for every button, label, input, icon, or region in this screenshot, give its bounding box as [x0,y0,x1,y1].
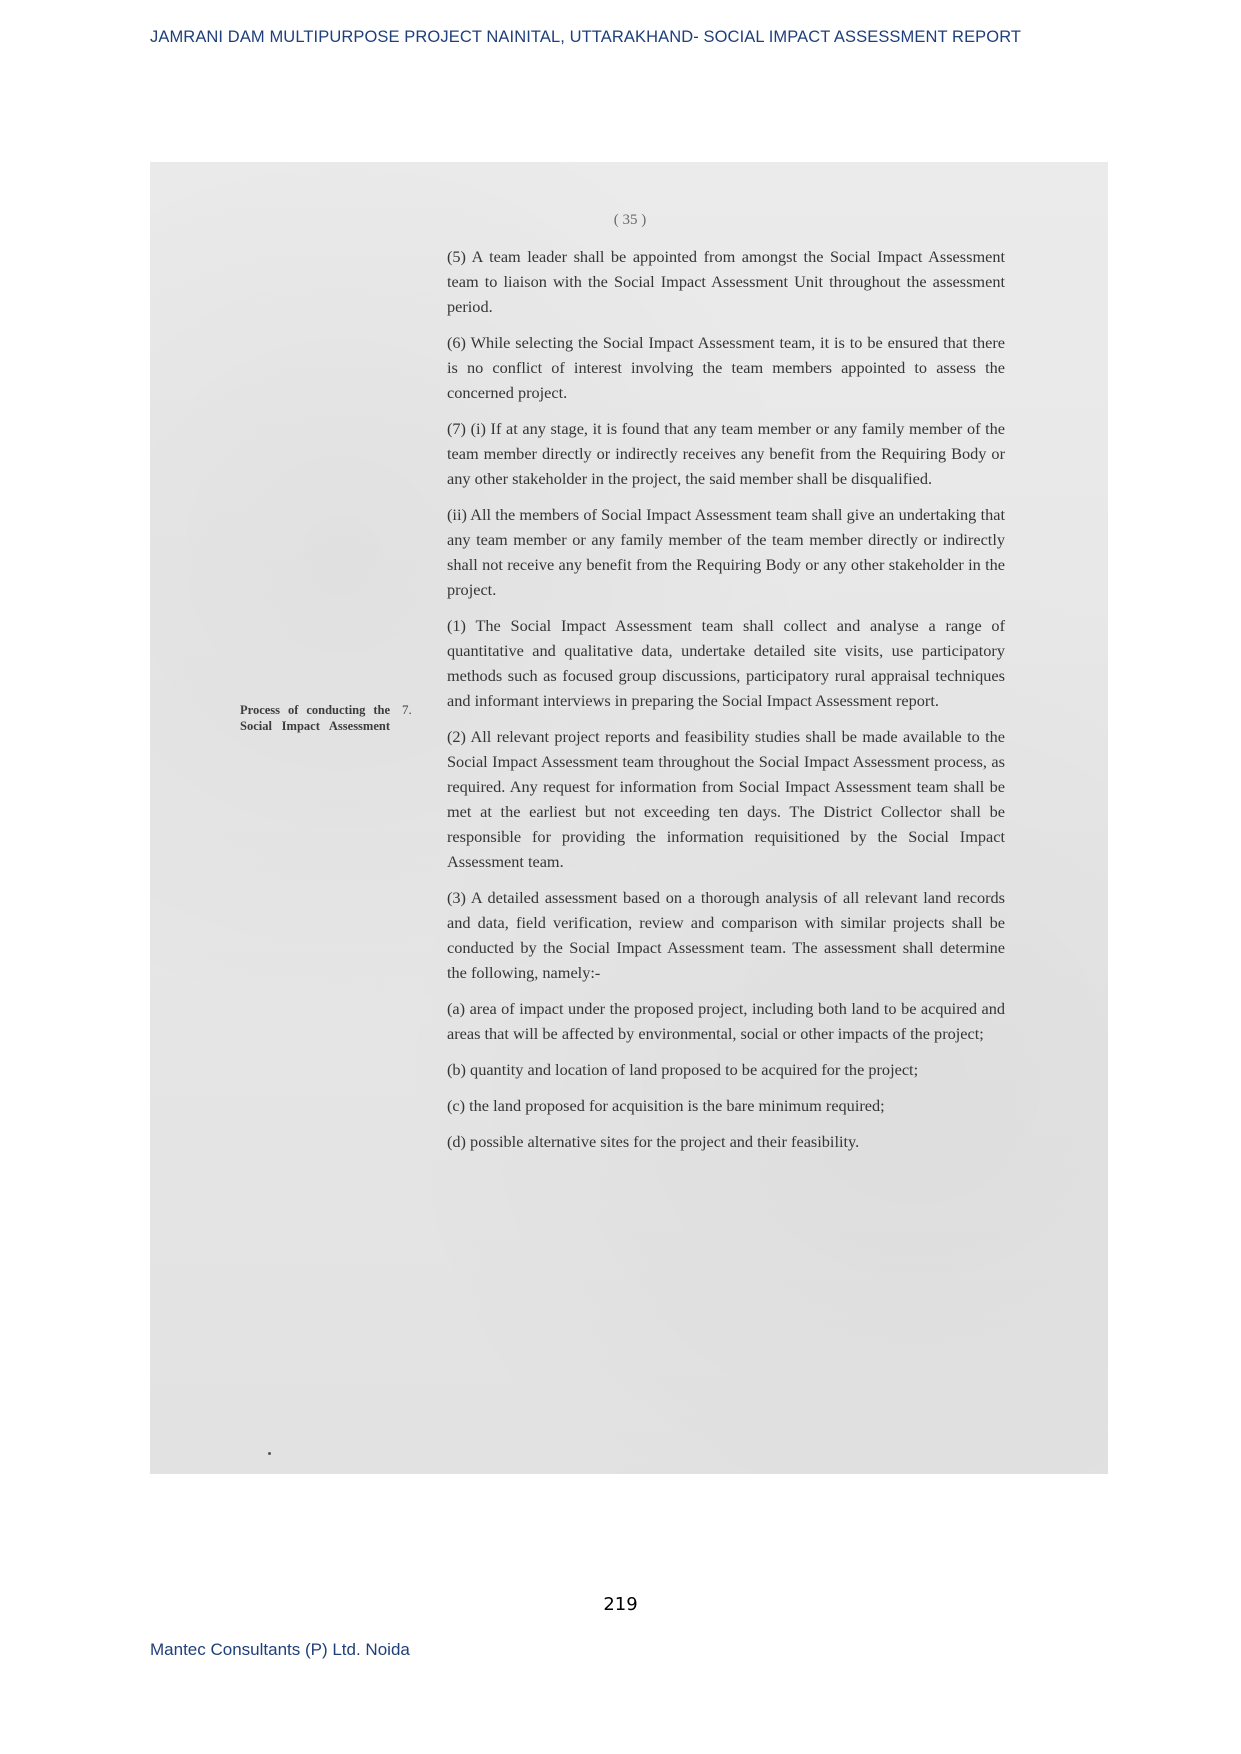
paragraph: (3) A detailed assessment based on a thorough analysis of all relevant land records and data, field verification, review and comparison with similar projects shall be conducted by the Social Impact Assessment team. The assessment shall determine the following, namely:- [447,888,1005,982]
footer-text: Mantec Consultants (P) Ltd. Noida [150,1640,410,1659]
paragraph: (2) All relevant project reports and feasibility studies shall be made available to the Social Impact Assessment team throughout the Social Impact Assessment process, as required. Any request for information from Social Impact Assessment team shall be met at the earliest but not exceeding ten days. The District Collector shall be responsible for providing the information requisitioned by the Social Impact Assessment team. [447,727,1005,871]
paragraph: (1) The Social Impact Assessment team shall collect and analyse a range of quantitative and qualitative data, undertake detailed site visits, use participatory methods such as focused group discussions, participatory rural appraisal techniques and informant interviews in preparing the Social Impact Assessment report. [447,616,1005,710]
paragraph: (c) the land proposed for acquisition is the bare minimum required; [447,1096,885,1115]
section-margin-note: Process of conducting the Social Impact Assessment [240,703,390,733]
scan-speck [268,1452,271,1455]
scanned-page-image [150,162,1108,1474]
page-number: 219 [603,1594,638,1615]
paragraph: (7) (i) If at any stage, it is found that any team member or any family member of the team member directly or indirectly receives any benefit from the Requiring Body or any other stakeholder in the project, the said member shall be disqualified. [447,419,1005,488]
section-number: 7. [402,702,412,717]
paragraph: (d) possible alternative sites for the project and their feasibility. [447,1132,860,1151]
scanned-body-text [447,244,1005,1165]
paragraph: (a) area of impact under the proposed project, including both land to be acquired and areas that will be affected by environmental, social or other impacts of the project; [447,999,1005,1043]
running-header: JAMRANI DAM MULTIPURPOSE PROJECT NAINITAL, UTTARAKHAND- SOCIAL IMPACT ASSESSMENT REPORT [150,28,1022,46]
paragraph: (b) quantity and location of land proposed to be acquired for the project; [447,1060,919,1079]
scanned-page-label: ( 35 ) [613,212,647,228]
paragraph: (6) While selecting the Social Impact Assessment team, it is to be ensured that there is no conflict of interest involving the team members appointed to assess the concerned project. [447,333,1005,402]
paragraph: (5) A team leader shall be appointed from amongst the Social Impact Assessment team to liaison with the Social Impact Assessment Unit throughout the assessment period. [447,247,1005,316]
paragraph: (ii) All the members of Social Impact Assessment team shall give an undertaking that any team member or any family member of the team member directly or indirectly shall not receive any benefit from the Requiring Body or any other stakeholder in the project. [447,505,1005,599]
